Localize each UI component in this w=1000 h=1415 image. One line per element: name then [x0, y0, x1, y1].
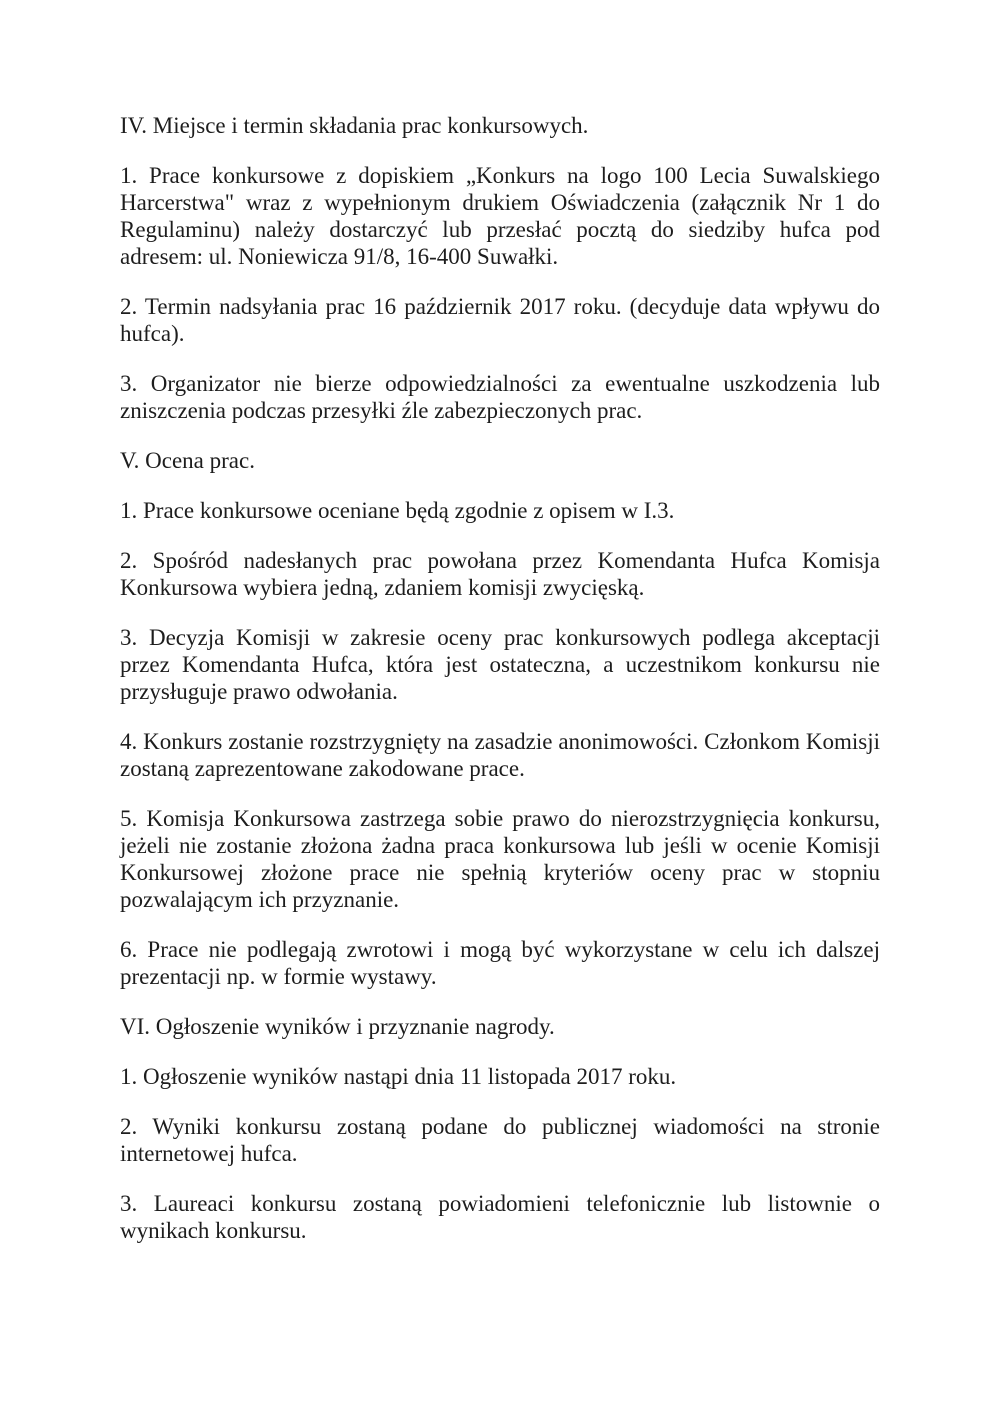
paragraph: 2. Wyniki konkursu zostaną podane do publicznej wiadomości na stronie internetowej hufca.	[120, 1114, 880, 1166]
paragraph: 1. Prace konkursowe z dopiskiem „Konkurs na logo 100 Lecia Suwalskiego Harcerstwa" wraz z wypełnionym drukiem Oświadczenia (załącznik Nr 1 do Regulaminu) należy dostarczyć lub przesłać pocztą do siedziby hufca pod adresem: ul. Noniewicza 91/8, 16-400 Suwałki.	[120, 163, 880, 269]
paragraph: 3. Laureaci konkursu zostaną powiadomieni telefonicznie lub listownie o wynikach konkursu.	[120, 1191, 880, 1243]
section-heading: IV. Miejsce i termin składania prac konkursowych.	[120, 113, 589, 138]
paragraph: 1. Prace konkursowe oceniane będą zgodnie z opisem w I.3.	[120, 498, 675, 523]
section-heading: VI. Ogłoszenie wyników i przyznanie nagrody.	[120, 1014, 555, 1039]
paragraph: 6. Prace nie podlegają zwrotowi i mogą być wykorzystane w celu ich dalszej prezentacji np. w formie wystawy.	[120, 937, 880, 989]
section-heading: V. Ocena prac.	[120, 448, 255, 473]
paragraph: 3. Decyzja Komisji w zakresie oceny prac konkursowych podlega akceptacji przez Komendanta Hufca, która jest ostateczna, a uczestnikom konkursu nie przysługuje prawo odwołania.	[120, 625, 880, 704]
paragraph: 2. Termin nadsyłania prac 16 październik 2017 roku. (decyduje data wpływu do hufca).	[120, 294, 880, 346]
paragraph: 1. Ogłoszenie wyników nastąpi dnia 11 listopada 2017 roku.	[120, 1064, 677, 1089]
paragraph: 3. Organizator nie bierze odpowiedzialności za ewentualne uszkodzenia lub zniszczenia podczas przesyłki źle zabezpieczonych prac.	[120, 371, 880, 423]
paragraph: 5. Komisja Konkursowa zastrzega sobie prawo do nierozstrzygnięcia konkursu, jeżeli nie zostanie złożona żadna praca konkursowa lub jeśli w ocenie Komisji Konkursowej złożone prace nie spełnią kryteriów oceny prac w stopniu pozwalającym ich przyznanie.	[120, 806, 880, 912]
document-body	[120, 112, 880, 1244]
paragraph: 4. Konkurs zostanie rozstrzygnięty na zasadzie anonimowości. Członkom Komisji zostaną zaprezentowane zakodowane prace.	[120, 729, 880, 781]
paragraph: 2. Spośród nadesłanych prac powołana przez Komendanta Hufca Komisja Konkursowa wybiera jedną, zdaniem komisji zwycięską.	[120, 548, 880, 600]
